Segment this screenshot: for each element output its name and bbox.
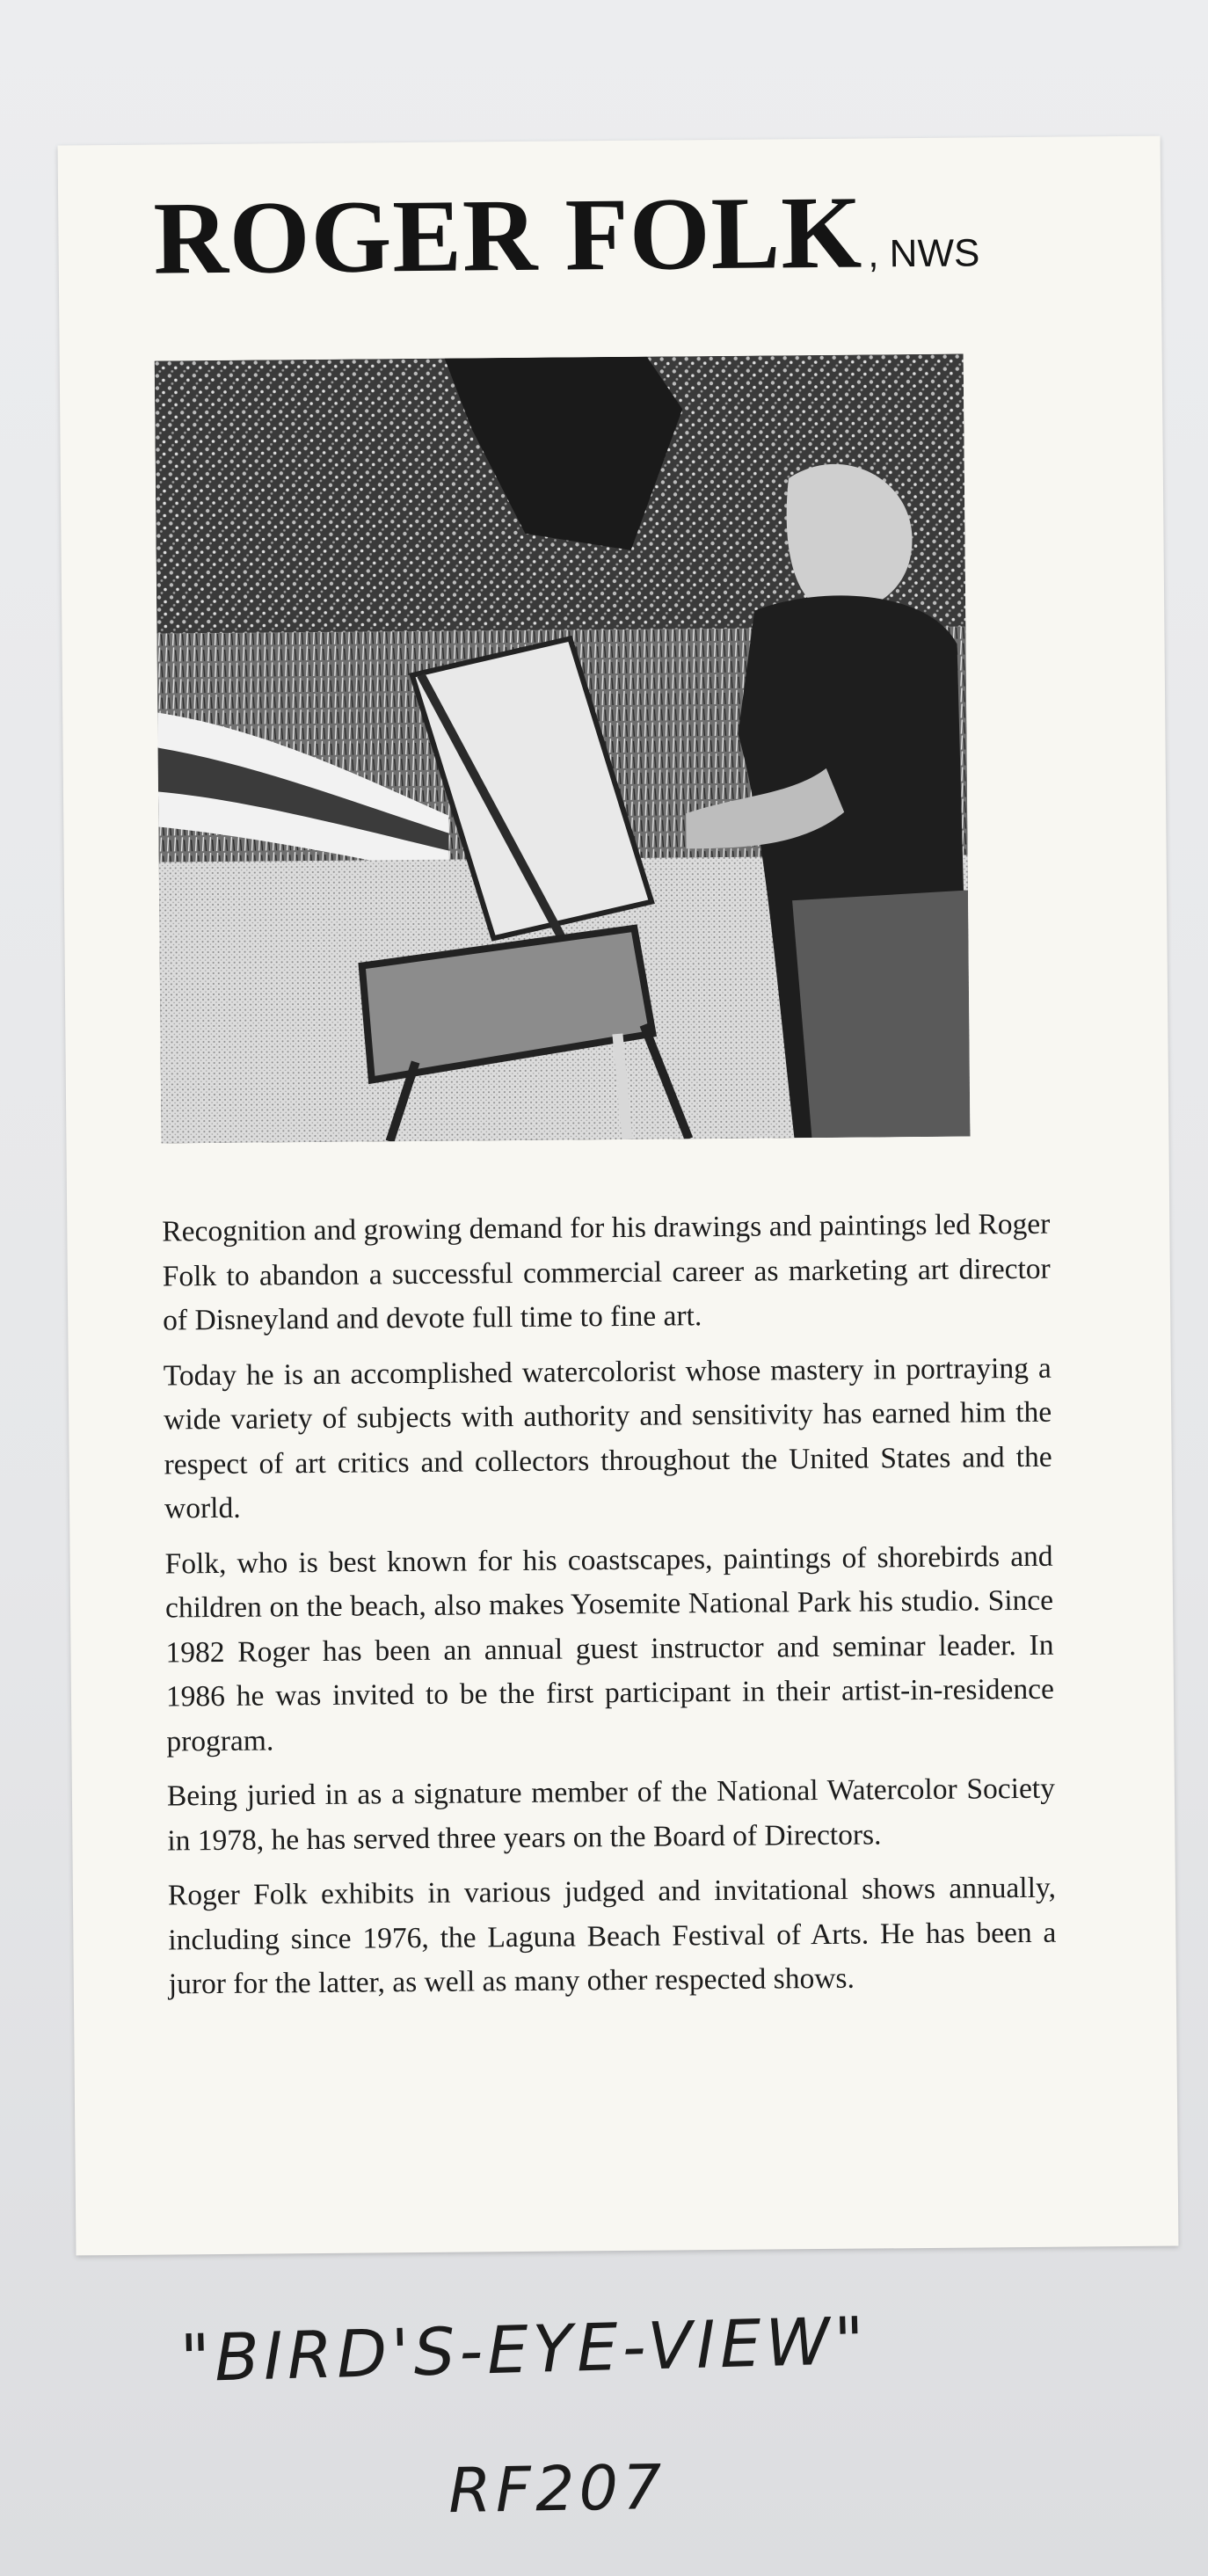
artist-title [152, 174, 980, 296]
photo-illustration [155, 354, 971, 1144]
artist-photo [155, 354, 971, 1144]
bio-paragraph: Being juried in as a signature member of the National Watercolor Society in 1978, he has served three years on the Board of Directors. [166, 1772, 1056, 1858]
biography [162, 1203, 1057, 2018]
bio-paragraph: Roger Folk exhibits in various judged and invitational shows annually, including since 1976, the Laguna Beach Festival of Arts. He has been a juror for the latter, as well as many other respected shows. [167, 1871, 1057, 2001]
bio-paragraph: Recognition and growing demand for his drawings and paintings led Roger Folk to abandon a successful commercial career as marketing art director of Disneyland and devote full time to fine art. [162, 1207, 1051, 1337]
bio-paragraph: Today he is an accomplished watercolorist whose mastery in portraying a wide variety of subjects with authority and sensitivity has earned him the respect of art critics and collectors throughout the United States and the world. [163, 1351, 1052, 1525]
handwritten-title: "BIRD'S-EYE-VIEW" [179, 2303, 870, 2398]
handwritten-code: RF207 [448, 2450, 667, 2528]
bio-card [58, 136, 1179, 2256]
bio-paragraph: Folk, who is best known for his coastscapes, paintings of shorebirds and children on the beach, also makes Yosemite National Park his studio. Since 1982 Roger has been an annual guest instructor and seminar leader. In 1986 he was invited to be the first participant in their artist-in-residence program. [164, 1539, 1055, 1758]
artist-credential: , NWS [868, 231, 980, 276]
artist-name: ROGER FOLK [152, 174, 863, 296]
